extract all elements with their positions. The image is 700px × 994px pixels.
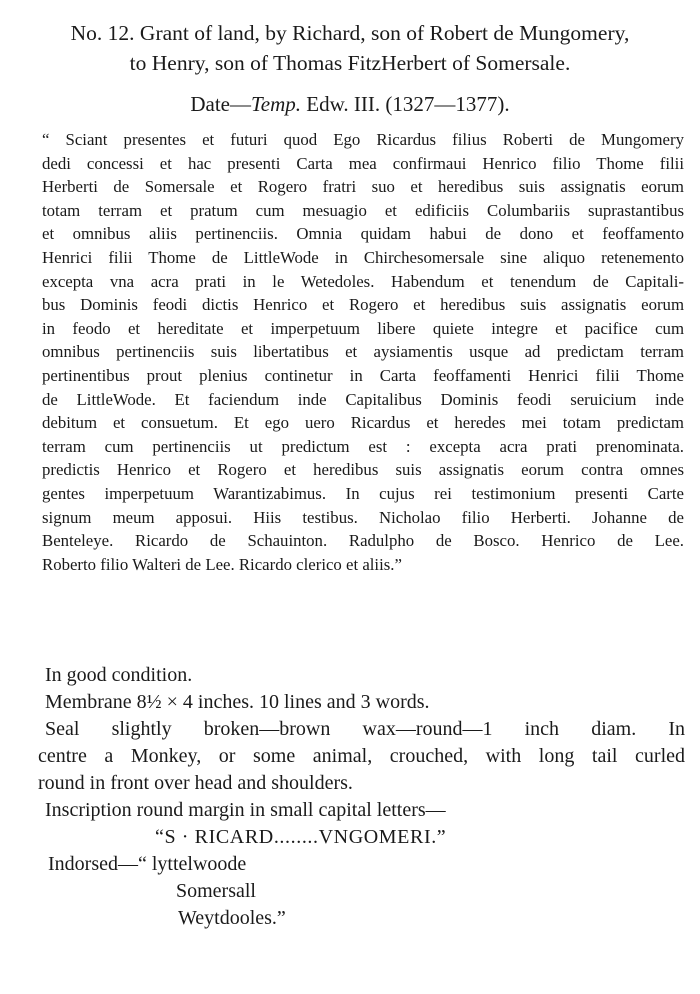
charter-line: signum meum apposui. Hiis testibus. Nicholao filio Herberti. Johanne de	[42, 507, 684, 527]
seal-note-line: Seal slightly broken—brown wax—round—1 inch diam. In	[45, 718, 685, 740]
charter-line: Benteleye. Ricardo de Schauinton. Radulpho de Bosco. Henrico de Lee.	[42, 531, 684, 551]
membrane-note: Membrane 8½ × 4 inches. 10 lines and 3 words.	[45, 691, 430, 713]
charter-line: debitum et consuetum. Et ego uero Ricardus et heredes mei totam predictam	[42, 413, 684, 433]
date-prefix: Date—	[190, 92, 252, 116]
heading-line-2: to Henry, son of Thomas FitzHerbert of Somersale.	[129, 51, 571, 75]
charter-line: Roberto filio Walteri de Lee. Ricardo clerico et aliis.”	[42, 554, 402, 574]
charter-line: predictis Henrico et Rogero et heredibus suis assignatis eorum contra omnes	[42, 460, 684, 480]
charter-line: terram cum pertinenciis ut predictum est : excepta acra prati prenominata.	[42, 436, 684, 456]
date-temp: Temp.	[251, 92, 302, 116]
charter-line: et omnibus aliis pertinenciis. Omnia quidam habui de dono et feoffamento	[42, 224, 684, 244]
charter-line: pertinentibus prout plenius continetur in Carta feoffamenti Henrici filii Thome	[42, 365, 684, 385]
charter-line: Henrici filii Thome de LittleWode in Chirchesomersale sine aliquo retenemento	[42, 247, 684, 267]
inscription-intro: Inscription round margin in small capital letters—	[45, 799, 446, 821]
condition-note: In good condition.	[45, 664, 193, 686]
document-heading	[0, 18, 700, 78]
charter-line: totam terram et pratum cum mesuagio et edificiis Columbariis suprastantibus	[42, 200, 684, 220]
charter-line: bus Dominis feodi dictis Henrico et Rogero et heredibus suis assignatis eorum	[42, 295, 684, 315]
charter-line: Herberti de Somersale et Rogero fratri suo et heredibus suis assignatis eorum	[42, 177, 684, 197]
charter-line: dedi concessi et hac presenti Carta mea confirmaui Henrico filio Thome filii	[42, 153, 684, 173]
indorsed-line: Indorsed—“ lyttelwoode	[48, 853, 247, 875]
indorsed-line: Weytdooles.”	[178, 907, 286, 929]
indorsed-line: Somersall	[176, 880, 256, 902]
charter-line: gentes imperpetuum Warantizabimus. In cujus rei testimonium presenti Carte	[42, 483, 684, 503]
charter-line: omnibus pertinenciis suis libertatibus et aysiamentis usque ad predictam terram	[42, 342, 684, 362]
charter-line: “ Sciant presentes et futuri quod Ego Ricardus filius Roberti de Mungomery	[42, 130, 684, 149]
seal-note-line: round in front over head and shoulders.	[38, 772, 353, 794]
date-rest: Edw. III. (1327—1377).	[301, 92, 510, 116]
seal-note-line: centre a Monkey, or some animal, crouched, with long tail curled	[38, 745, 685, 767]
heading-line-1: No. 12. Grant of land, by Richard, son of Robert de Mungomery,	[70, 21, 630, 45]
charter-line: excepta vna acra prati in le Wetedoles. Habendum et tenendum de Capitali-	[42, 271, 684, 291]
date-line	[0, 90, 700, 118]
charter-line: de LittleWode. Et faciendum inde Capitalibus Dominis feodi seruicium inde	[42, 389, 684, 409]
inscription-text: “S · RICARD........VNGOMERI.”	[155, 826, 447, 848]
description-notes	[38, 662, 685, 932]
charter-line: in feodo et hereditate et imperpetuum libere quiete integre et pacifice cum	[42, 318, 684, 338]
charter-text	[42, 128, 684, 576]
